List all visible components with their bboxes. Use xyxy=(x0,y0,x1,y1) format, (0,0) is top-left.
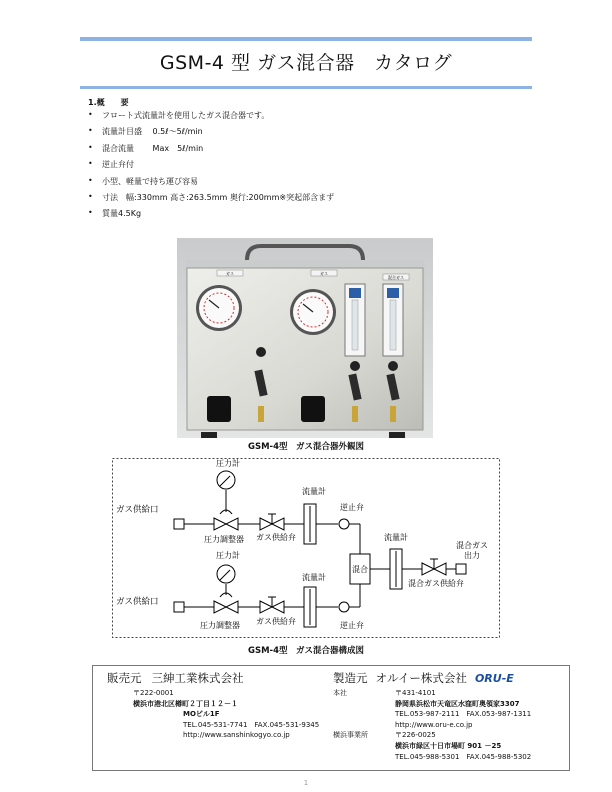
page-title: GSM-4 型 ガス混合器 カタログ xyxy=(159,52,453,74)
contact-footer xyxy=(92,665,570,771)
photo-caption: GSM-4型 ガス混合器外観図 xyxy=(247,442,364,452)
flowmeter-icon xyxy=(383,284,403,356)
seller-name: 三紳工業株式会社 xyxy=(151,671,244,685)
list-item: • 流量計目盛 0.5ℓ〜5ℓ/min xyxy=(88,126,203,137)
label-gauge-bottom: 圧力計 xyxy=(216,551,240,560)
maker-label: 製造元 xyxy=(333,671,368,685)
label-mix-valve: 混合ガス供給弁 xyxy=(408,579,464,588)
seller-address1: 横浜市港北区樽町２丁目１２－１ xyxy=(133,699,238,708)
oru-e-logo: ORU-E xyxy=(474,671,514,685)
label-valve-bottom: ガス供給弁 xyxy=(256,617,296,626)
label-regulator-bottom: 圧力調整器 xyxy=(200,621,240,630)
label-inlet-bottom: ガス供給口 xyxy=(116,597,159,607)
label-check-top: 逆止弁 xyxy=(340,503,364,512)
flow-diagram xyxy=(112,458,500,638)
list-item: • フロート式流量計を使用したガス混合器です。 xyxy=(88,110,270,120)
page-number: 1 xyxy=(303,779,309,787)
product-photo xyxy=(177,238,433,438)
spec-list xyxy=(88,110,334,225)
panel-label-3: 混合ガス xyxy=(388,275,404,280)
label-outlet-2: 出力 xyxy=(464,551,480,560)
label-outlet-1: 混合ガス xyxy=(456,541,488,550)
seller-tel: TEL.045-531-7741 FAX.045-531-9345 xyxy=(183,720,320,729)
branch-tel: TEL.045-988-5301 FAX.045-988-5302 xyxy=(395,752,532,761)
label-gauge-top: 圧力計 xyxy=(216,459,240,468)
maker-name: オルイー株式会社 xyxy=(375,671,467,685)
header-rule-bottom xyxy=(80,86,532,89)
list-item: • 質量4.5Kg xyxy=(88,208,142,219)
hq-url[interactable]: http://www.oru-e.co.jp xyxy=(395,720,473,729)
seller-label: 販売元 xyxy=(107,671,142,685)
seller-block xyxy=(107,670,319,741)
seller-postal: 〒222-0001 xyxy=(133,689,174,697)
pressure-gauge-icon xyxy=(196,285,242,331)
list-item: • 小型、軽量で持ち運び容易 xyxy=(88,175,198,186)
maker-block xyxy=(333,670,531,762)
panel-label-1: ガス xyxy=(226,271,234,276)
list-item: • 寸法 幅:330mm 高さ:263.5mm 奥行:200mm※突起部含まず xyxy=(88,191,335,202)
panel-label-2: ガス xyxy=(320,271,328,276)
seller-url[interactable]: http://www.sanshinkogyo.co.jp xyxy=(183,731,290,740)
section-heading: 1.概 要 xyxy=(88,98,129,107)
label-flowmeter-mix: 流量計 xyxy=(384,533,408,542)
label-valve-top: ガス供給弁 xyxy=(256,533,296,542)
hq-address: 静岡県浜松市天竜区水窪町奥領家3307 xyxy=(395,699,520,708)
label-check-bottom: 逆止弁 xyxy=(340,621,364,630)
list-item: • 混合流量 Max 5ℓ/min xyxy=(88,142,204,153)
hq-postal: 〒431-4101 xyxy=(395,689,436,697)
label-flowmeter-bottom: 流量計 xyxy=(302,573,326,582)
header-rule-top xyxy=(80,37,532,41)
branch-address: 横浜市緑区十日市場町 901 －25 xyxy=(395,741,502,750)
pressure-gauge-icon xyxy=(290,289,336,335)
branch-label: 横浜事業所 xyxy=(333,731,368,740)
label-inlet-top: ガス供給口 xyxy=(116,505,159,515)
flowmeter-icon xyxy=(345,284,365,356)
hq-label: 本社 xyxy=(333,689,347,697)
list-item: • 逆止弁付 xyxy=(88,159,134,170)
regulator-knob-icon xyxy=(301,396,325,422)
label-mixer: 混合 xyxy=(352,565,368,574)
seller-address2: MOビル1F xyxy=(183,710,220,719)
hq-tel: TEL.053-987-2111 FAX.053-987-1311 xyxy=(395,710,532,719)
label-regulator-top: 圧力調整器 xyxy=(204,535,244,544)
branch-postal: 〒226-0025 xyxy=(395,731,436,740)
regulator-knob-icon xyxy=(207,396,231,422)
label-flowmeter-top: 流量計 xyxy=(302,487,326,496)
diagram-caption: GSM-4型 ガス混合器構成図 xyxy=(247,646,364,656)
